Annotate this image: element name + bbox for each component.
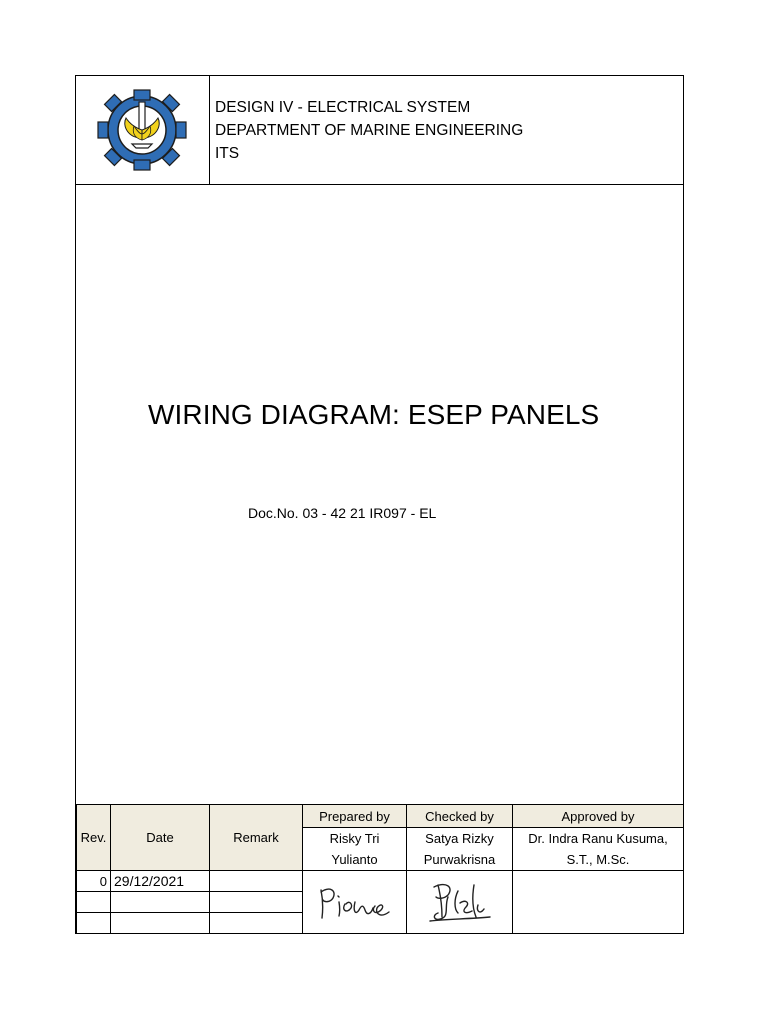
institution-name: ITS [215,145,240,162]
document-title: WIRING DIAGRAM: ESEP PANELS [148,399,600,430]
prepared-name-line2: Yulianto [331,852,378,867]
rev-value [77,892,111,913]
prepared-signature-cell [303,871,407,934]
checked-signature-cell [407,871,513,934]
header-block [76,76,683,185]
checked-by-name [407,828,513,871]
checked-by-header: Checked by [407,805,513,828]
its-gear-logo-icon [84,88,200,172]
rev-value: 0 [77,871,111,892]
remark-value [210,871,303,892]
approved-by-name [513,828,684,871]
prepared-by-name [303,828,407,871]
prepared-by-header: Prepared by [303,805,407,828]
checked-name-line1: Satya Rizky [425,831,494,846]
remark-header: Remark [210,805,303,871]
prepared-signature [315,880,395,924]
date-value [111,892,210,913]
revision-table [76,804,684,934]
date-value: 29/12/2021 [111,871,210,892]
course-title: DESIGN IV - ELECTRICAL SYSTEM [215,99,471,116]
approved-by-header: Approved by [513,805,684,828]
logo-cell [76,76,210,184]
remark-value [210,913,303,934]
document-frame [75,75,684,934]
checked-signature [420,877,500,927]
checked-name-line2: Purwakrisna [423,852,496,867]
prepared-name-line1: Risky Tri [329,831,380,846]
document-number: Doc.No. 03 - 42 21 IR097 - EL [248,505,437,521]
department-name: DEPARTMENT OF MARINE ENGINEERING [215,122,524,139]
rev-header: Rev. [77,805,111,871]
table-row [77,871,684,892]
approved-signature-cell [513,871,684,934]
approved-name-line2: S.T., M.Sc. [566,852,630,867]
date-value [111,913,210,934]
approved-name-line1: Dr. Indra Ranu Kusuma, [528,831,668,846]
date-header: Date [111,805,210,871]
remark-value [210,892,303,913]
rev-value [77,913,111,934]
header-title-block [215,96,523,165]
